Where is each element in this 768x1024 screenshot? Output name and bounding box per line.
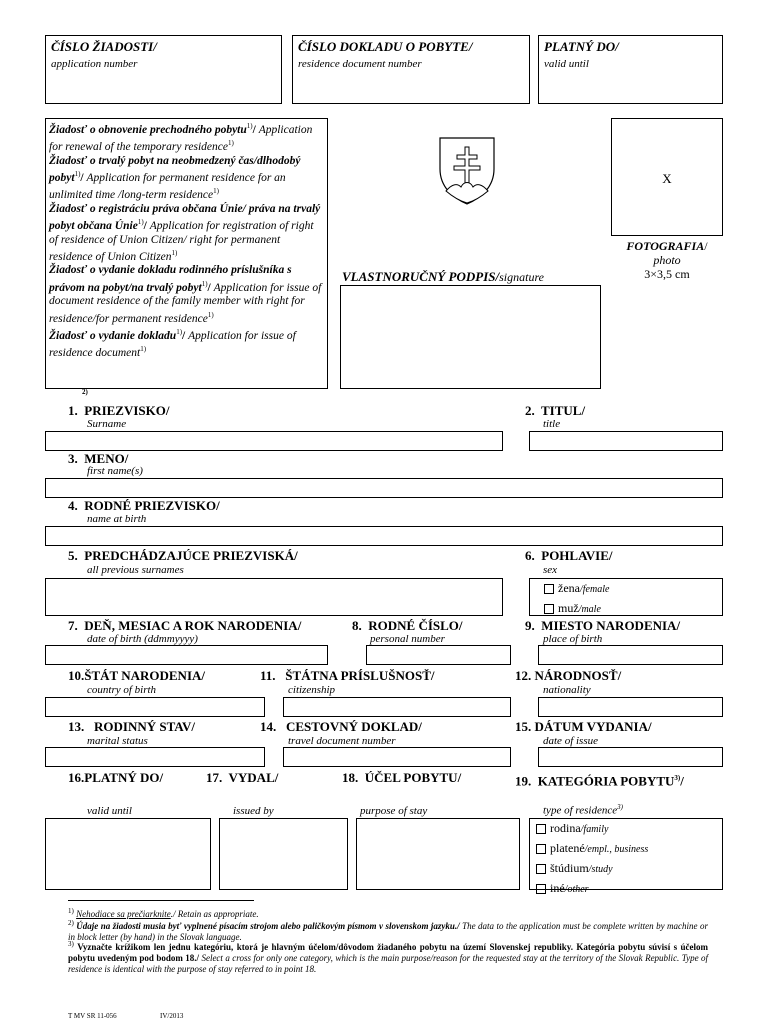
application-number-label: ČÍSLO ŽIADOSTI/ <box>51 39 157 54</box>
application-type-union-citizen[interactable]: Žiadosť o registráciu práva občana Únie/ práva na trvalý pobyt občana Únie$^{1)}$/ Application for registration of right of residence of Union Citizen/ right for permanent residence of Union Citizen$^{1)}$ <box>49 202 321 263</box>
field-13-label: 13. RODINNÝ STAV/ <box>68 719 196 734</box>
purpose-of-stay-field[interactable] <box>356 818 520 890</box>
field-6-sublabel: sex <box>543 564 558 576</box>
field-6-label: 6. POHLAVIE/ <box>525 548 613 563</box>
checkbox-female[interactable] <box>544 584 554 594</box>
field-7-sublabel: date of birth (ddmmyyyy) <box>87 633 198 645</box>
field-5-label: 5. PREDCHÁDZAJÚCE PRIEZVISKÁ/ <box>68 548 298 563</box>
slovak-coat-of-arms-icon <box>437 135 497 207</box>
field-14-label: 14. CESTOVNÝ DOKLAD/ <box>260 719 422 734</box>
field-11-sublabel: citizenship <box>288 684 336 696</box>
checkbox-employment[interactable] <box>536 844 546 854</box>
field-10-label: 10.ŠTÁT NARODENIA/ <box>68 668 206 683</box>
field-3-sublabel: first name(s) <box>87 465 143 477</box>
valid-until-box[interactable] <box>538 35 723 104</box>
application-number-box[interactable] <box>45 35 282 104</box>
field-1-sublabel: Surname <box>87 418 127 430</box>
application-type-family-member[interactable]: Žiadosť o vydanie dokladu rodinného príslušníka s právom na pobyt/na trvalý pobyt$^{1)}$/ Application for issue of document residence of the family member with right for residence/for permanent residence$^{1)}$ <box>49 264 322 325</box>
field-4-sublabel: name at birth <box>87 513 147 525</box>
field-5-sublabel: all previous surnames <box>87 564 184 576</box>
citizenship-field[interactable] <box>283 697 511 717</box>
checkbox-male[interactable] <box>544 604 554 614</box>
previous-surnames-field[interactable] <box>45 578 503 616</box>
form-version: IV/2013 <box>160 1012 184 1020</box>
application-type-permanent[interactable]: Žiadosť o trvalý pobyt na neobmedzený čas/dlhodobý pobyt$^{1)}$/ Application for permanent residence for an unlimited time /long-term residence$^{1)}$ <box>49 154 301 202</box>
application-type-box[interactable] <box>45 118 328 389</box>
checkbox-other[interactable] <box>536 884 546 894</box>
residence-document-number-sublabel: residence document number <box>298 58 422 70</box>
surname-field[interactable] <box>45 431 503 451</box>
country-of-birth-field[interactable] <box>45 697 265 717</box>
date-of-birth-field[interactable] <box>45 645 328 665</box>
field-16-label: 16.PLATNÝ DO/ <box>68 770 164 785</box>
field-9-label: 9. MIESTO NARODENIA/ <box>525 618 681 633</box>
field-12-label: 12. NÁRODNOSŤ/ <box>515 668 622 683</box>
field-16-sublabel: valid until <box>87 805 132 817</box>
field-19-sublabel: type of residence$^{3)}$ <box>543 803 623 817</box>
photo-mark: X <box>662 171 672 186</box>
issued-by-field[interactable] <box>219 818 348 890</box>
field-18-label: 18. ÚČEL POBYTU/ <box>342 770 462 785</box>
valid-until-field[interactable] <box>45 818 211 890</box>
footnote-1: $^{1)}$ Nehodiace sa prečiarknite./ Retain as appropriate. <box>68 907 259 919</box>
signature-field[interactable] <box>340 285 601 389</box>
field-2-label: 2. TITUL/ <box>525 403 586 418</box>
date-of-issue-field[interactable] <box>538 747 723 767</box>
field-9-sublabel: place of birth <box>543 633 603 645</box>
field-18-sublabel: purpose of stay <box>360 805 428 817</box>
field-4-label: 4. RODNÉ PRIEZVISKO/ <box>68 498 220 513</box>
field-2-sublabel: title <box>543 418 561 430</box>
residence-type-options-box <box>529 818 723 895</box>
field-7-label: 7. DEŇ, MESIAC A ROK NARODENIA/ <box>68 618 302 633</box>
field-8-sublabel: personal number <box>370 633 445 645</box>
title-field[interactable] <box>529 431 723 451</box>
sex-option-male[interactable]: muž/male <box>544 599 722 619</box>
residence-document-number-box[interactable] <box>292 35 530 104</box>
name-at-birth-field[interactable] <box>45 526 723 546</box>
sex-option-female[interactable]: žena/female <box>544 579 722 599</box>
signature-label: VLASTNORUČNÝ PODPIS/signature <box>342 269 544 284</box>
residence-document-number-label: ČÍSLO DOKLADU O POBYTE/ <box>298 39 473 54</box>
field-12-sublabel: nationality <box>543 684 591 696</box>
field-17-label: 17. VYDAL/ <box>206 770 279 785</box>
residence-type-other[interactable]: iné/other <box>536 879 722 899</box>
application-type-residence-document[interactable]: Žiadosť o vydanie dokladu$^{1)}$/ Application for issue of residence document$^{1)}$ <box>49 328 296 360</box>
application-number-sublabel: application number <box>51 58 138 70</box>
field-15-label: 15. DÁTUM VYDANIA/ <box>515 719 652 734</box>
checkbox-study[interactable] <box>536 864 546 874</box>
field-14-sublabel: travel document number <box>288 735 396 747</box>
footnote-ref-2: 2) <box>82 388 88 396</box>
footnote-3: $^{3)}$ Vyznačte krížikom len jednu kategóriu, ktorá je hlavným účelom/dôvodom žiadaného pobytu na území Slovenskej republiky. Kategória pobytu súvisí s účelom pobytu uvedeným pod bodom 18./ Select a cross for only one category, which is the main purpose/reason for the requested stay at the territory of the Slovak Republic. Type of residence is identical with the purpose of stay referred to in point 18. <box>68 940 708 974</box>
field-3-label: 3. MENO/ <box>68 451 129 466</box>
field-19-label: 19. KATEGÓRIA POBYTU$^{3)}$/ <box>515 773 684 789</box>
field-10-sublabel: country of birth <box>87 684 157 696</box>
personal-number-field[interactable] <box>366 645 511 665</box>
first-name-field[interactable] <box>45 478 723 498</box>
nationality-field[interactable] <box>538 697 723 717</box>
travel-document-field[interactable] <box>283 747 511 767</box>
footnote-divider <box>68 900 254 901</box>
field-17-sublabel: issued by <box>233 805 274 817</box>
field-13-sublabel: marital status <box>87 735 148 747</box>
application-type-renewal[interactable]: Žiadosť o obnovenie prechodného pobytu$^{1)}$/ Application for renewal of the temporary residence$^{1)}$ <box>49 122 313 154</box>
footnote-2: $^{2)}$ Údaje na žiadosti musia byť vyplnené písacím strojom alebo paličkovým písmom v slovenskom jazyku./ The data to the application must be complete written by machine or in block letter (by hand) in the Slovak language. <box>68 919 708 942</box>
residence-type-employment[interactable]: platené/empl., business <box>536 839 722 859</box>
marital-status-field[interactable] <box>45 747 265 767</box>
checkbox-family[interactable] <box>536 824 546 834</box>
field-1-label: 1. PRIEZVISKO/ <box>68 403 170 418</box>
form-code: T MV SR 11-056 <box>68 1012 117 1020</box>
residence-type-study[interactable]: štúdium/study <box>536 859 722 879</box>
valid-until-label: PLATNÝ DO/ <box>544 39 619 54</box>
field-15-sublabel: date of issue <box>543 735 598 747</box>
field-11-label: 11. ŠTÁTNA PRÍSLUŠNOSŤ/ <box>260 668 435 683</box>
photo-caption: FOTOGRAFIA/ photo 3×3,5 cm <box>626 239 708 281</box>
residence-type-family[interactable]: rodina/family <box>536 819 722 839</box>
field-8-label: 8. RODNÉ ČÍSLO/ <box>352 618 463 633</box>
valid-until-sublabel: valid until <box>544 58 589 70</box>
sex-options-box <box>529 578 723 616</box>
place-of-birth-field[interactable] <box>538 645 723 665</box>
photo-box[interactable] <box>611 118 723 236</box>
